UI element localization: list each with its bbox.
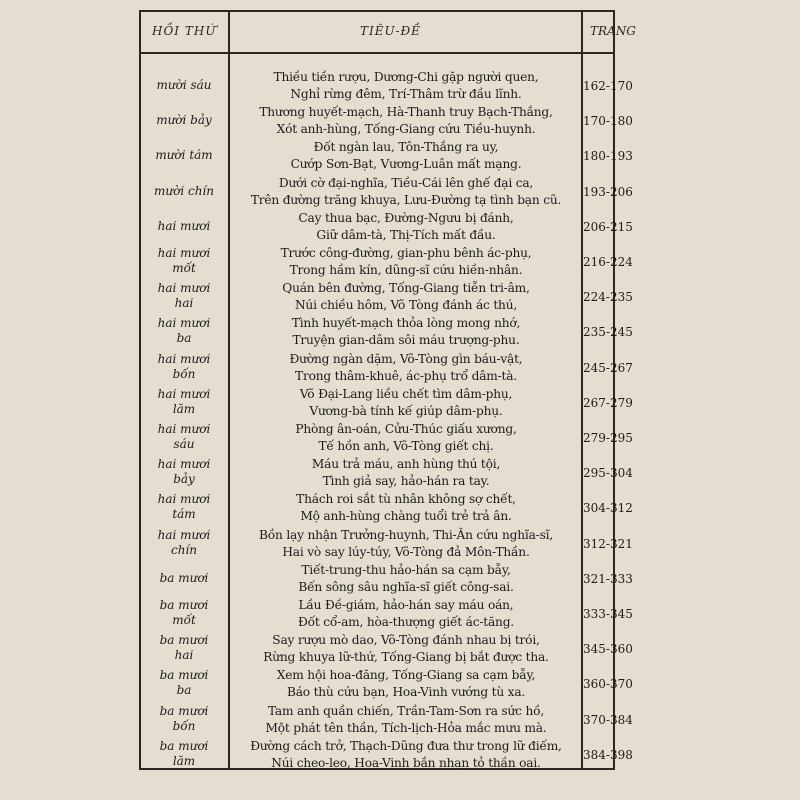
page-range: 384-398 (583, 747, 633, 762)
chapter-word: ba (176, 683, 192, 698)
chapter-word: hai (174, 648, 194, 663)
chapter-number (140, 219, 228, 234)
chapter-title-line: Thương huyết-mạch, Hà-Thanh truy Bạch-Thắng, (259, 105, 553, 120)
page-range: 360-370 (583, 677, 633, 692)
page-range: 216-224 (583, 255, 633, 269)
header-title: TIÊU-ĐỀ (360, 24, 421, 38)
table-row (0, 492, 800, 528)
chapter-title-line: Hai vò say lúy-túy, Võ-Tòng đả Môn-Thần. (282, 544, 530, 559)
chapter-title-line: Một phát tên thần, Tích-lịch-Hỏa mắc mưu mà. (265, 720, 547, 735)
page-range: 295-304 (583, 466, 633, 481)
chapter-number (140, 571, 228, 586)
table-row (0, 176, 800, 212)
chapter-number (140, 598, 228, 628)
chapter-title-line: Máu trả máu, anh hùng thú tội, (311, 457, 501, 472)
header-page: TRANG (590, 24, 636, 38)
chapter-title-line: Quán bên đường, Tống-Giang tiễn tri-âm, (282, 281, 530, 296)
chapter-title-line: Rừng khuya lữ-thứ, Tống-Giang bị bắt được tha. (263, 650, 549, 665)
chapter-word: sáu (173, 437, 195, 451)
chapter-title-line: Trên đường trăng khuya, Lưu-Đường tạ tình bạn cũ. (250, 192, 562, 207)
table-row (0, 352, 800, 388)
chapter-title-line: Núi chiều hôm, Võ Tòng đánh ác thú, (294, 298, 518, 313)
chapter-title-line: Vương-bà tính kế giúp dâm-phụ. (309, 403, 503, 418)
chapter-word: mười bảy (156, 113, 212, 128)
chapter-title-line: Đốt ngàn lau, Tôn-Thắng ra uy, (313, 140, 499, 155)
chapter-word: hai mươi (157, 246, 211, 260)
chapter-title-line: Nghỉ rừng đêm, Trí-Thâm trừ đầu lĩnh. (290, 87, 522, 101)
page-range: 245-267 (583, 360, 633, 375)
chapter-word: mốt (172, 613, 196, 627)
chapter-word: hai mươi (157, 316, 211, 331)
chapter-title-line: Bến sông sâu nghĩa-sĩ giết công-sai. (298, 579, 514, 594)
chapter-title-line: Trong hầm kín, dũng-sĩ cứu hiền-nhân. (289, 263, 523, 277)
chapter-word: hai mươi (157, 281, 211, 296)
chapter-number (140, 492, 228, 522)
chapter-number (140, 387, 228, 417)
page-range: 304-312 (583, 501, 633, 516)
table-row (0, 457, 800, 493)
chapter-number (140, 246, 228, 276)
page-range: 267-279 (583, 395, 633, 410)
chapter-word: mười sáu (156, 78, 212, 92)
chapter-word: hai mươi (157, 386, 211, 401)
chapter-word: bốn (172, 718, 196, 733)
chapter-title-line: Dưới cờ đại-nghĩa, Tiều-Cái lên ghế đại ca, (278, 175, 534, 190)
chapter-word: ba mươi (159, 598, 209, 612)
chapter-word: hai mươi (157, 457, 211, 472)
page-range: 206-215 (583, 219, 633, 234)
page-range: 345-360 (583, 642, 633, 657)
table-row (0, 668, 800, 704)
table-row (0, 387, 800, 423)
table-row (0, 281, 800, 317)
chapter-word: ba (176, 331, 192, 346)
chapter-title-line: Tế hồn anh, Võ-Tòng giết chị. (318, 439, 494, 453)
table-row (0, 598, 800, 634)
table-row (0, 739, 800, 775)
chapter-title-line: Đường cách trở, Thạch-Dũng đưa thư trong lữ điếm, (250, 738, 562, 753)
chapter-word: ba mươi (159, 633, 209, 648)
chapter-title-line: Xem hội hoa-đăng, Tống-Giang sa cạm bẫy, (276, 668, 536, 683)
chapter-title-line: Đường ngàn dặm, Võ-Tòng gìn báu-vật, (289, 351, 523, 366)
chapter-title-line: Mộ anh-hùng chàng tuổi trẻ trả ân. (300, 509, 512, 524)
page-range: 321-333 (583, 571, 633, 586)
chapter-number (140, 316, 228, 346)
chapter-title-line: Thách roi sắt tù nhân không sợ chết, (296, 492, 516, 507)
chapter-title-line: Tình giả say, hảo-hán ra tay. (322, 474, 490, 489)
chapter-word: mốt (172, 261, 196, 275)
table-row (0, 316, 800, 352)
chapter-word: chín (170, 542, 197, 557)
chapter-number (140, 352, 228, 382)
chapter-word: mười tám (155, 148, 213, 163)
chapter-title-line: Đốt cổ-am, hòa-thượng giết ác-tăng. (298, 615, 514, 629)
chapter-word: lăm (172, 753, 196, 768)
chapter-number (140, 113, 228, 128)
chapter-title-line: Tình huyết-mạch thỏa lòng mong nhớ, (291, 316, 521, 331)
chapter-title-line: Trong thâm-khuê, ác-phụ trổ dâm-tà. (295, 368, 517, 383)
chapter-number (140, 422, 228, 452)
chapter-word: ba mươi (159, 703, 209, 718)
page-range: 235-245 (583, 325, 633, 340)
chapter-number (140, 739, 228, 769)
table-row (0, 211, 800, 247)
chapter-title-line: Võ Đại-Lang liều chết tìm dâm-phụ, (299, 386, 513, 401)
chapter-title-line: Cay thua bạc, Đường-Ngưu bị đánh, (298, 210, 514, 225)
page-range: 193-206 (583, 184, 633, 199)
page-range: 224-235 (583, 290, 633, 305)
chapter-word: bảy (173, 472, 195, 487)
table-row (0, 140, 800, 176)
chapter-title-line: Bồn lạy nhận Trưởng-huynh, Thi-Ân cứu nghĩa-sĩ, (258, 527, 553, 542)
page-range: 170-180 (583, 114, 633, 129)
chapter-number (140, 633, 228, 663)
chapter-number (140, 281, 228, 311)
chapter-title-line: Thiều tiền rượu, Dương-Chi gặp người quen, (273, 70, 539, 84)
table-row (0, 70, 800, 106)
chapter-title-line: Tiết-trung-thu hảo-hán sa cạm bẫy, (301, 562, 511, 577)
table-row (0, 704, 800, 740)
page-range: 333-345 (583, 607, 633, 621)
chapter-number (140, 704, 228, 734)
chapter-title-line: Núi cheo-leo, Hoa-Vinh bắn nhạn tỏ thần oai. (271, 755, 541, 770)
table-row (0, 563, 800, 599)
chapter-number (140, 148, 228, 163)
table-row (0, 246, 800, 282)
chapter-word: hai mươi (157, 218, 211, 233)
chapter-number (140, 78, 228, 93)
chapter-word: hai mươi (157, 492, 211, 507)
chapter-word: mười chín (154, 183, 214, 198)
chapter-word: hai (174, 296, 194, 311)
chapter-title-line: Phòng ân-oán, Cửu-Thúc giấu xương, (295, 422, 517, 436)
page-range: 180-193 (583, 149, 633, 164)
chapter-number (140, 668, 228, 698)
chapter-number (140, 184, 228, 199)
page-range: 279-295 (583, 431, 633, 445)
chapter-title-line: Lầu Đề-giám, hảo-hán say máu oán, (298, 598, 514, 612)
chapter-word: tám (172, 507, 196, 522)
page-range: 312-321 (583, 536, 633, 551)
table-row (0, 105, 800, 141)
chapter-number (140, 528, 228, 558)
chapter-word: hai mươi (157, 422, 211, 436)
table-row (0, 633, 800, 669)
chapter-title-line: Say rượu mò dao, Võ-Tòng đánh nhau bị trói, (272, 633, 540, 648)
chapter-title-line: Cướp Sơn-Bạt, Vương-Luân mất mạng. (290, 157, 522, 172)
chapter-title-line: Tam anh quần chiến, Trần-Tam-Sơn ra sức hồ, (267, 703, 545, 718)
chapter-title-line: Xót anh-hùng, Tống-Giang cứu Tiều-huynh. (276, 122, 536, 137)
table-row (0, 422, 800, 458)
chapter-number (140, 457, 228, 487)
chapter-word: lăm (172, 401, 196, 416)
chapter-title-line: Trước công-đường, gian-phu bênh ác-phụ, (280, 246, 532, 260)
chapter-word: ba mươi (159, 738, 209, 753)
chapter-word: ba mươi (159, 570, 209, 585)
header-chapter: HỒI THỨ (152, 24, 217, 38)
chapter-title-line: Giữ dâm-tà, Thị-Tích mất đầu. (316, 227, 496, 242)
chapter-word: ba mươi (159, 668, 209, 683)
chapter-word: hai mươi (157, 351, 211, 366)
table-row (0, 528, 800, 564)
chapter-word: hai mươi (157, 527, 211, 542)
chapter-word: bốn (172, 366, 196, 381)
page-range: 370-384 (583, 712, 633, 727)
header-divider (139, 52, 615, 54)
page-range: 162-170 (583, 79, 633, 93)
chapter-title-line: Truyện gian-dâm sôi máu trượng-phu. (292, 333, 520, 348)
chapter-title-line: Báo thù cứu bạn, Hoa-Vinh vướng tù xa. (286, 685, 526, 700)
